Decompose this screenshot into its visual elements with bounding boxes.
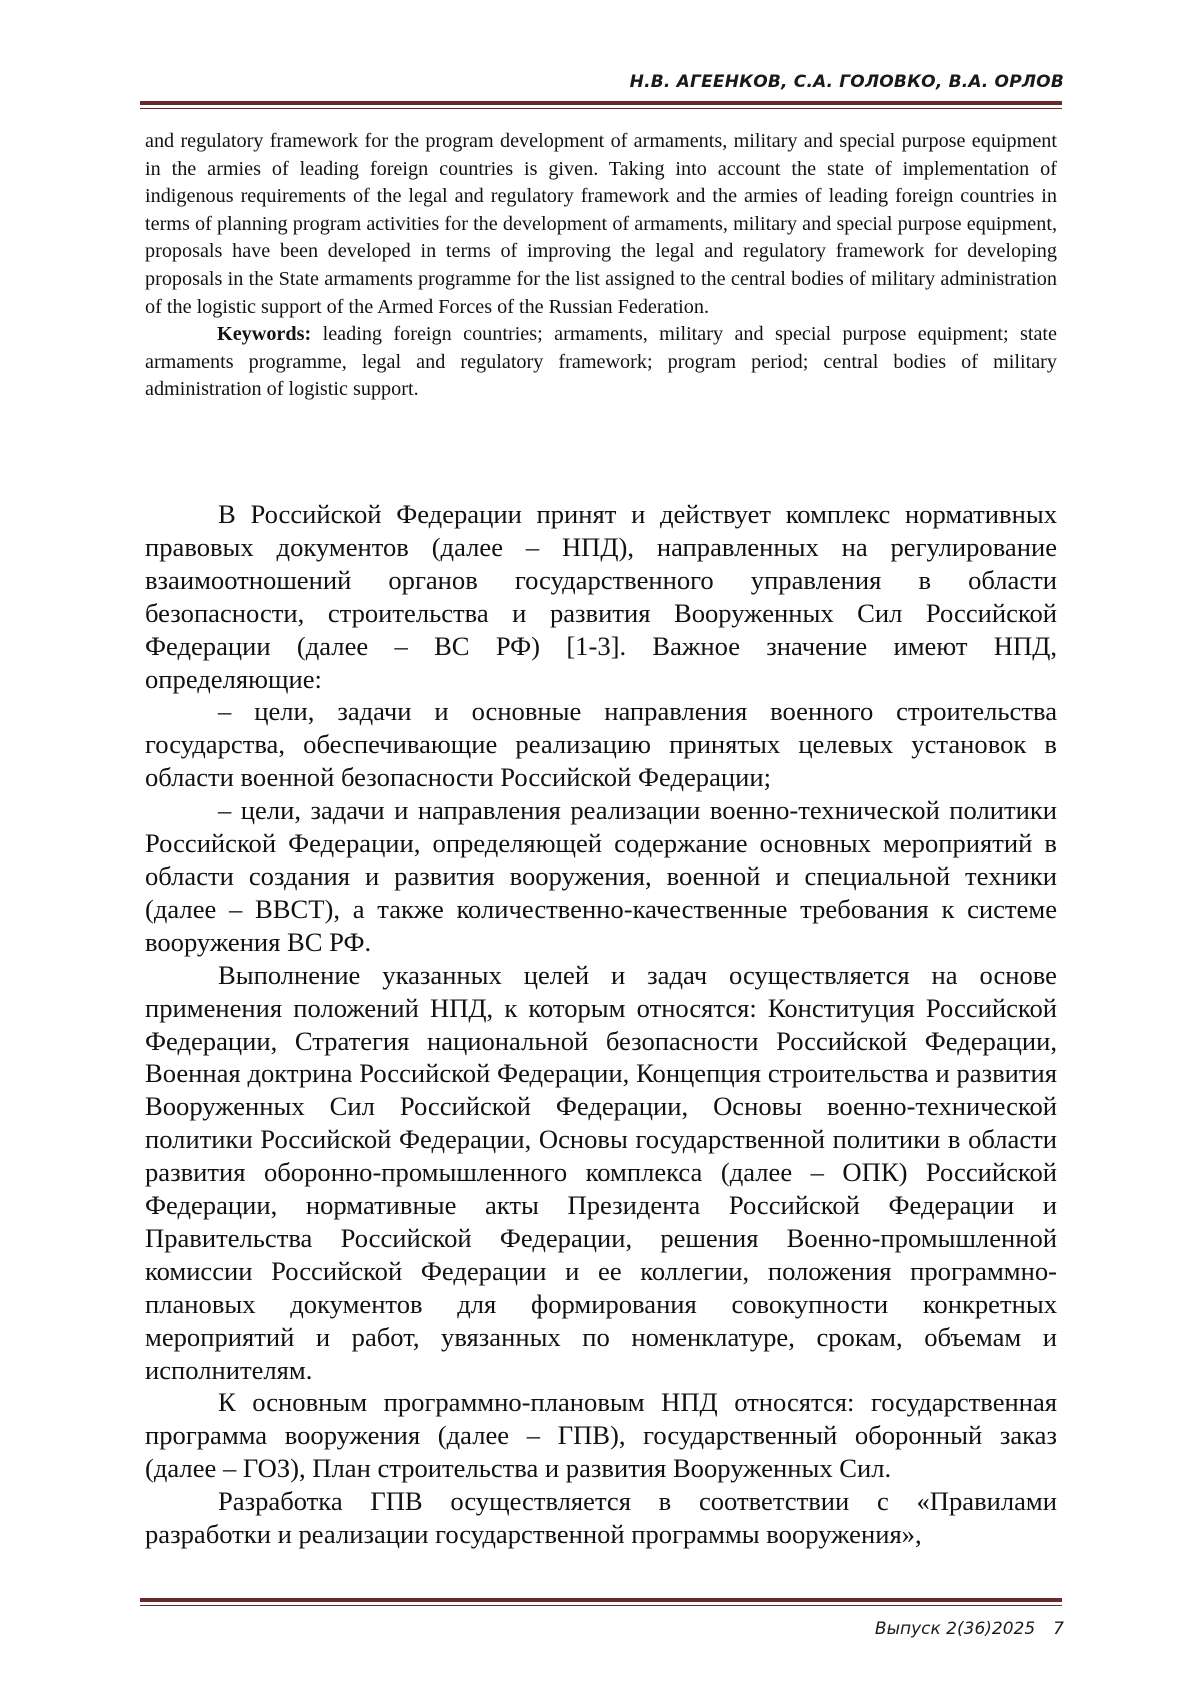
page-footer <box>875 1619 1064 1639</box>
article-body <box>145 498 1057 1551</box>
keywords-label: Keywords: <box>217 323 312 346</box>
footer-rule-thick <box>140 1598 1062 1602</box>
body-paragraph-6: Разработка ГПВ осуществляется в соответствии с «Правилами разработки и реализации государственной программы вооружения», <box>145 1486 1057 1550</box>
header-rule-thick <box>140 101 1062 105</box>
keywords-paragraph <box>145 321 1057 404</box>
abstract-text: and regulatory framework for the program development of armaments, military and special purpose equipment in the armies of leading foreign countries is given. Taking into account the state of implementation of indigenous requirements of the legal and regulatory framework and the armies of leading foreign countries in terms of planning program activities for the development of armaments, military and special purpose equipment, proposals have been developed in terms of improving the legal and regulatory framework for developing proposals in the State armaments programme for the list assigned to the central bodies of military administration of the logistic support of the Armed Forces of the Russian Federation. <box>145 130 1057 318</box>
body-paragraph-5: К основным программно-плановым НПД относятся: государственная программа вооружения (далее – ГПВ), государственный оборонный заказ (далее – ГОЗ), План строительства и развития Вооруженных Сил. <box>145 1387 1057 1484</box>
page-number: 7 <box>1053 1619 1064 1639</box>
issue-label: Выпуск 2(36)2025 <box>874 1619 1036 1639</box>
body-paragraph-1: В Российской Федерации принят и действует комплекс нормативных правовых документов (далее – НПД), направленных на регулирование взаимоотношений органов государственного управления в области безопасности, строительства и развития Вооруженных Сил Российской Федерации (далее – ВС РФ) [1-3]. Важное значение имеют НПД, определяющие: <box>145 499 1057 694</box>
body-paragraph-3: – цели, задачи и направления реализации военно-технической политики Российской Федерации, определяющей содержание основных мероприятий в области создания и развития вооружения, военной и специальной техники (далее – ВВСТ), а также количественно-качественные требования к системе вооружения ВС РФ. <box>145 795 1057 957</box>
header-rule-thin <box>140 108 1062 109</box>
body-paragraph-2: – цели, задачи и основные направления военного строительства государства, обеспечивающие реализацию принятых целевых установок в области военной безопасности Российской Федерации; <box>145 696 1057 793</box>
abstract-block <box>145 128 1057 404</box>
footer-rule-thin <box>140 1605 1062 1606</box>
running-head-authors: Н.В. АГЕЕНКОВ, С.А. ГОЛОВКО, В.А. ОРЛОВ <box>629 72 1064 92</box>
keywords-text: leading foreign countries; armaments, military and special purpose equipment; state armaments programme, legal and regulatory framework; program period; central bodies of military administration of logistic support. <box>145 323 1057 401</box>
body-paragraph-4: Выполнение указанных целей и задач осуществляется на основе применения положений НПД, к которым относятся: Конституция Российской Федерации, Стратегия национальной безопасности Российской Федерации, Военная доктрина Российской Федерации, Концепция строительства и развития Вооруженных Сил Российской Федерации, Основы военно-технической политики Российской Федерации, Основы государственной политики в области развития оборонно-промышленного комплекса (далее – ОПК) Российской Федерации, нормативные акты Президента Российской Федерации и Правительства Российской Федерации, решения Военно-промышленной комиссии Российской Федерации и ее коллегии, положения программно-плановых документов для формирования совокупности конкретных мероприятий и работ, увязанных по номенклатуре, срокам, объемам и исполнителям. <box>145 959 1057 1385</box>
